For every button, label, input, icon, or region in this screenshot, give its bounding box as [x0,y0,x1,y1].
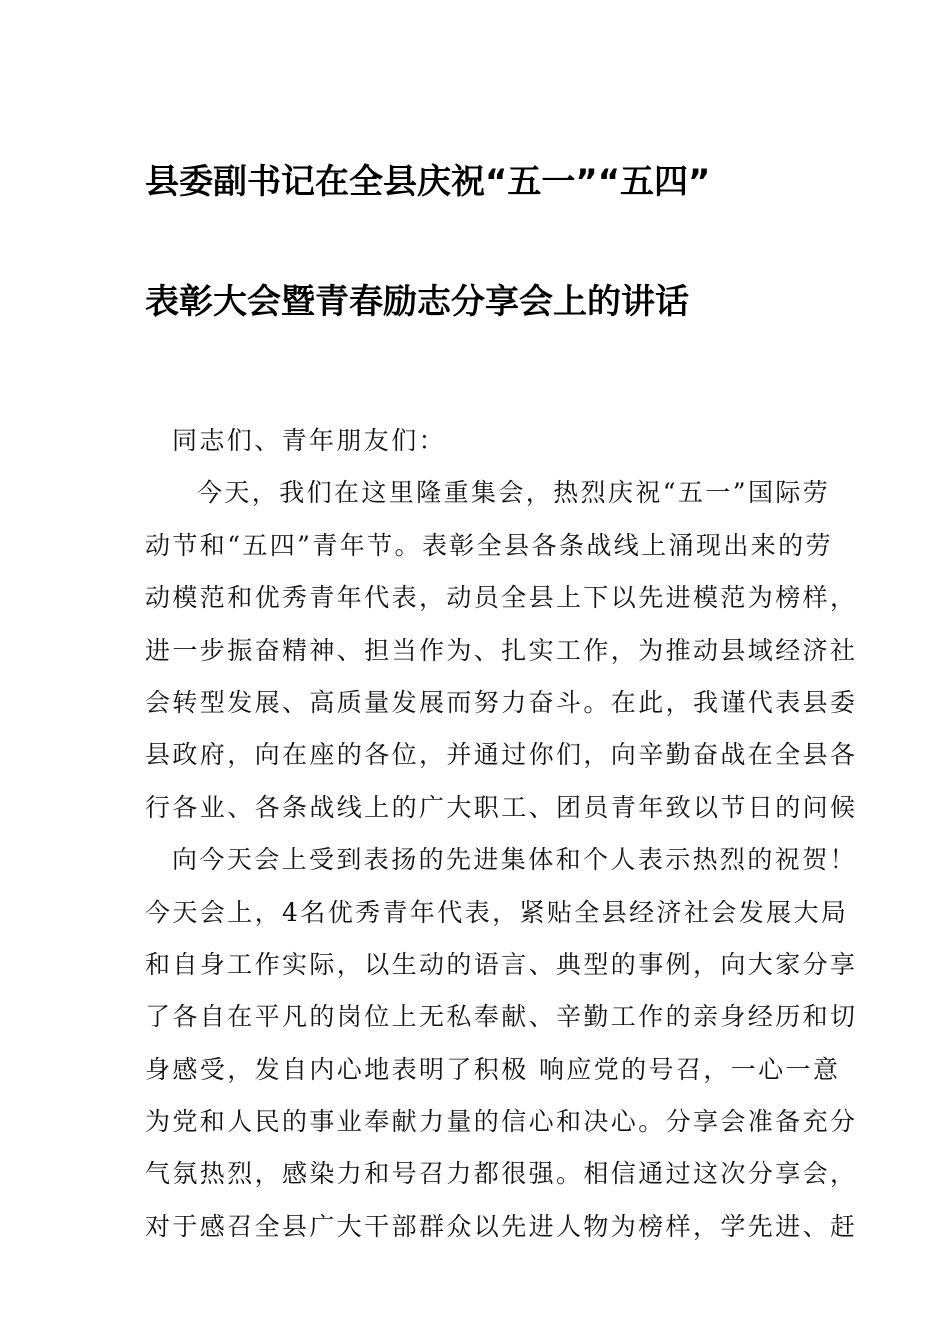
paragraph-line: 和自身工作实际，以生动的语言、典型的事例，向大家分享 [145,949,858,979]
document-title-line-2: 表彰大会暨青春励志分享会上的讲话 [145,282,689,322]
salutation: 同志们、青年朋友们： [172,426,447,455]
paragraph-line: 对于感召全县广大干部群众以先进人物为榜样，学先进、赶 [145,1211,858,1241]
paragraph-line: 身感受，发自内心地表明了积极 响应党的号召，一心一意 [145,1054,841,1084]
document-body [145,415,858,1253]
paragraph-line: 行各业、各条战线上的广大职工、团员青年致以节日的问候 [145,792,858,822]
paragraph-line: 会转型发展、高质量发展而努力奋斗。在此，我谨代表县委 [145,687,858,717]
paragraph-line: 气氛热烈，感染力和号召力都很强。相信通过这次分享会， [145,1159,858,1189]
paragraph-line: 进一步振奋精神、担当作为、扎实工作，为推动县域经济社 [145,635,858,665]
paragraph-line: 今天，我们在这里隆重集会，热烈庆祝“五一”国际劳 [197,478,831,508]
paragraph-line: 了各自在平凡的岗位上无私奉献、辛勤工作的亲身经历和切 [145,1002,858,1032]
paragraph-line: 为党和人民的事业奉献力量的信心和决心。分享会准备充分 [145,1107,858,1137]
paragraph-line: 动节和“五四”青年节。表彰全县各条战线上涌现出来的劳 [145,530,833,560]
paragraph-line: 向今天会上受到表扬的先进集体和个人表示热烈的祝贺！ [172,845,858,875]
paragraph-line: 动模范和优秀青年代表，动员全县上下以先进模范为榜样， [145,583,858,613]
paragraph-line: 县政府，向在座的各位，并通过你们，向辛勤奋战在全县各 [145,740,858,770]
paragraph-line: 今天会上，4名优秀青年代表，紧贴全县经济社会发展大局 [145,897,849,927]
document-title-line-1: 县委副书记在全县庆祝“五一”“五四” [145,162,711,202]
